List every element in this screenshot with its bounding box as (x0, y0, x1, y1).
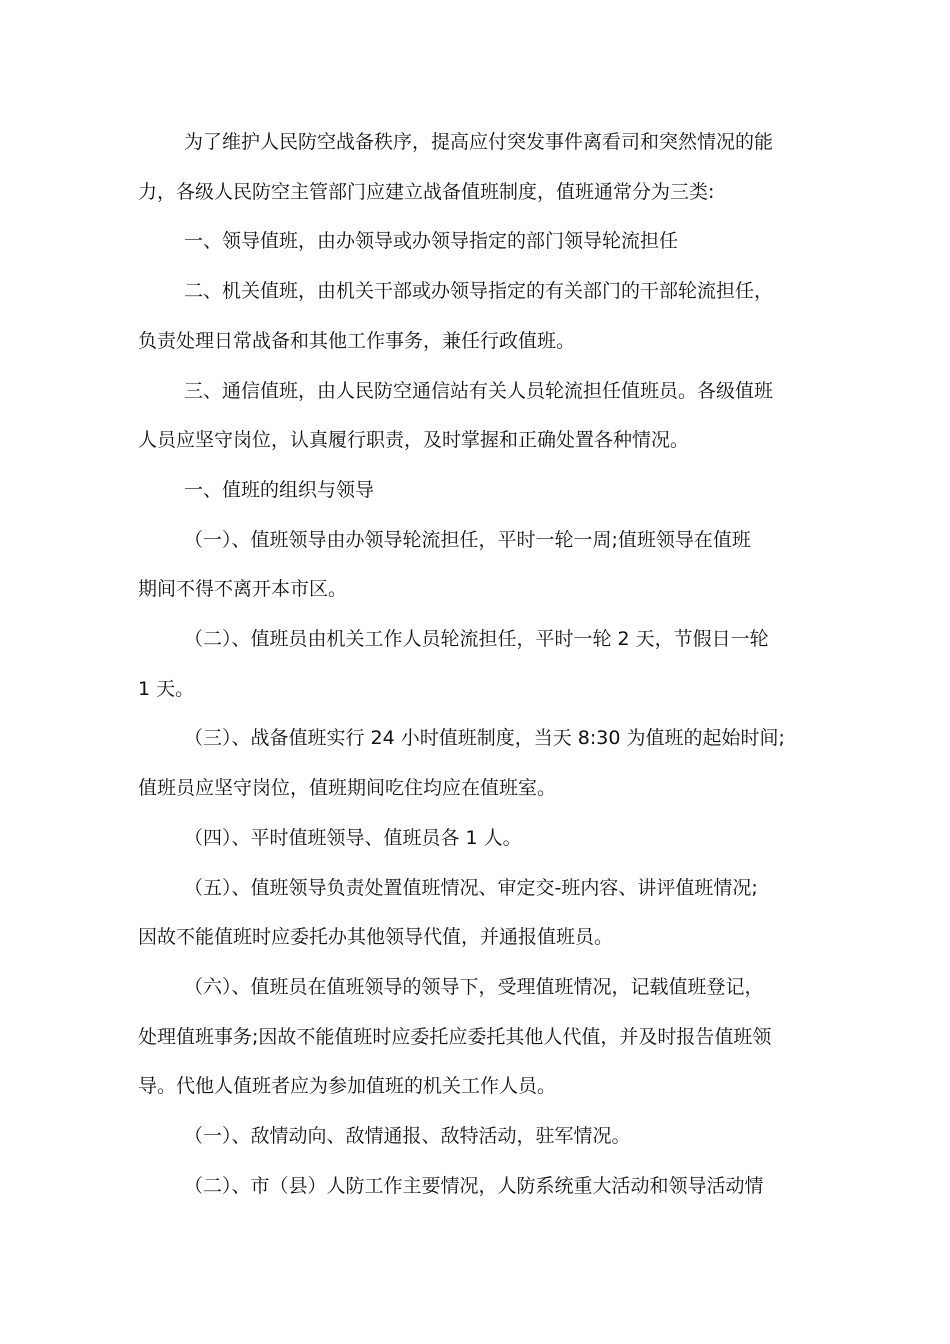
paragraph-content-2 (138, 1162, 822, 1212)
text-line: （三）、战备值班实行 24 小时值班制度，当天 8:30 为值班的起始时间; (184, 727, 785, 750)
text-line: 因故不能值班时应委托办其他领导代值，并通报值班员。 (138, 926, 614, 949)
text-line: （一）、值班领导由办领导轮流担任，平时一轮一周;值班领导在值班 (184, 528, 751, 551)
section-heading (138, 466, 822, 516)
text-line: 为了维护人民防空战备秩序，提高应付突发事件离看司和突然情况的能 (184, 131, 774, 153)
document-body (138, 118, 822, 1211)
text-line: 二、机关值班，由机关干部或办领导指定的有关部门的干部轮流担任， (184, 280, 774, 303)
paragraph-item-2 (138, 615, 822, 714)
text-line: （二）、值班员由机关工作人员轮流担任，平时一轮 2 天，节假日一轮 (184, 628, 769, 651)
text-line: （六）、值班员在值班领导的领导下，受理值班情况，记载值班登记， (184, 975, 764, 998)
text-line: （四）、平时值班领导、值班员各 1 人。 (184, 826, 522, 849)
text-line: （五）、值班领导负责处置值班情况、审定交-班内容、讲评值班情况; (184, 876, 758, 899)
text-line: （二）、市（县）人防工作主要情况，人防系统重大活动和领导活动情 (184, 1174, 764, 1197)
paragraph-item-3 (138, 714, 822, 813)
text-line: 导。代他人值班者应为参加值班的机关工作人员。 (138, 1075, 557, 1098)
text-line: （一）、敌情动向、敌情通报、敌特活动，驻军情况。 (184, 1125, 631, 1148)
text-line: 一、领导值班，由办领导或办领导指定的部门领导轮流担任 (184, 230, 679, 253)
text-line: 1 天。 (138, 677, 195, 700)
text-line: 处理值班事务;因故不能值班时应委托应委托其他人代值，并及时报告值班领 (138, 1025, 772, 1048)
text-line: 期间不得不离开本市区。 (138, 578, 348, 601)
paragraph-office-duty (138, 267, 822, 366)
text-line: 负责处理日常战备和其他工作事务，兼任行政值班。 (138, 329, 576, 352)
paragraph-intro (138, 118, 822, 217)
paragraph-comms-duty (138, 367, 822, 466)
text-line: 三、通信值班，由人民防空通信站有关人员轮流担任值班员。各级值班 (184, 379, 774, 402)
paragraph-item-6 (138, 963, 822, 1112)
text-line: 人员应坚守岗位，认真履行职责，及时掌握和正确处置各种情况。 (138, 429, 690, 452)
text-line: 一、值班的组织与领导 (184, 478, 375, 501)
text-line: 值班员应坚守岗位，值班期间吃住均应在值班室。 (138, 777, 557, 800)
text-line: 力，各级人民防空主管部门应建立战备值班制度，值班通常分为三类: (138, 180, 715, 203)
paragraph-content-1 (138, 1112, 822, 1162)
paragraph-item-4 (138, 814, 822, 864)
paragraph-leader-duty (138, 217, 822, 267)
paragraph-item-1 (138, 516, 822, 615)
paragraph-item-5 (138, 864, 822, 963)
